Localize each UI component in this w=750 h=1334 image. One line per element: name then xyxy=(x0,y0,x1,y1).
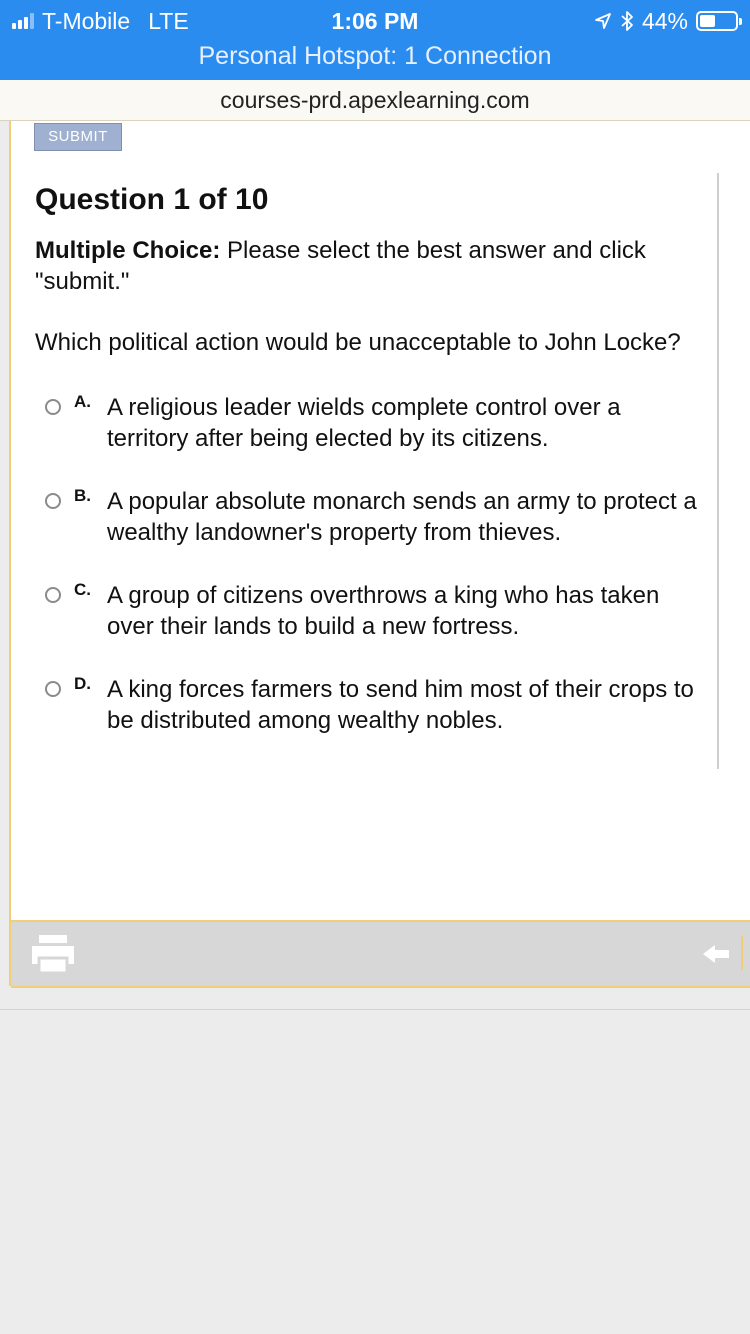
submit-button[interactable]: SUBMIT xyxy=(34,123,122,151)
question-title: Question 1 of 10 xyxy=(35,183,269,216)
battery-percent: 44% xyxy=(641,7,688,34)
carrier-label: T-Mobile xyxy=(42,7,131,34)
battery-nub xyxy=(739,18,742,25)
option-letter: A. xyxy=(74,392,91,411)
bluetooth-icon xyxy=(620,10,634,32)
option-letter: C. xyxy=(74,580,91,599)
option-text: A group of citizens overthrows a king who has taken over their lands to build a new fortress. xyxy=(107,582,660,640)
scrollbar[interactable] xyxy=(717,173,719,769)
status-bar xyxy=(0,0,750,80)
back-arrow-icon[interactable] xyxy=(701,942,731,966)
print-icon[interactable] xyxy=(31,934,75,974)
clock: 1:06 PM xyxy=(331,8,419,34)
status-right xyxy=(594,6,738,36)
url-bar[interactable]: courses-prd.apexlearning.com xyxy=(0,80,750,121)
option-text: A popular absolute monarch sends an army to protect a wealthy landowner's property from thieves. xyxy=(107,488,697,546)
quiz-frame xyxy=(9,121,750,986)
bottom-toolbar xyxy=(11,920,750,988)
question-prompt: Which political action would be unacceptable to John Locke? xyxy=(35,329,681,356)
page-divider xyxy=(0,1009,750,1010)
instructions xyxy=(35,235,685,297)
hotspot-banner[interactable]: Personal Hotspot: 1 Connection xyxy=(198,42,552,70)
option-letter: D. xyxy=(74,674,91,693)
battery-icon xyxy=(696,11,738,31)
radio-button[interactable] xyxy=(45,493,61,509)
radio-button[interactable] xyxy=(45,587,61,603)
option-text: A king forces farmers to send him most of their crops to be distributed among wealthy nobles. xyxy=(107,676,694,734)
toolbar-divider xyxy=(741,936,743,970)
option-letter: B. xyxy=(74,486,91,505)
network-label: LTE xyxy=(148,7,189,34)
instruction-label: Multiple Choice: xyxy=(35,237,221,264)
radio-button[interactable] xyxy=(45,399,61,415)
option-text: A religious leader wields complete control over a territory after being elected by its citizens. xyxy=(107,394,621,452)
battery-fill xyxy=(700,15,715,27)
instruction-text: Please select the best answer and click "submit." xyxy=(35,237,646,295)
radio-button[interactable] xyxy=(45,681,61,697)
location-arrow-icon xyxy=(594,12,612,30)
